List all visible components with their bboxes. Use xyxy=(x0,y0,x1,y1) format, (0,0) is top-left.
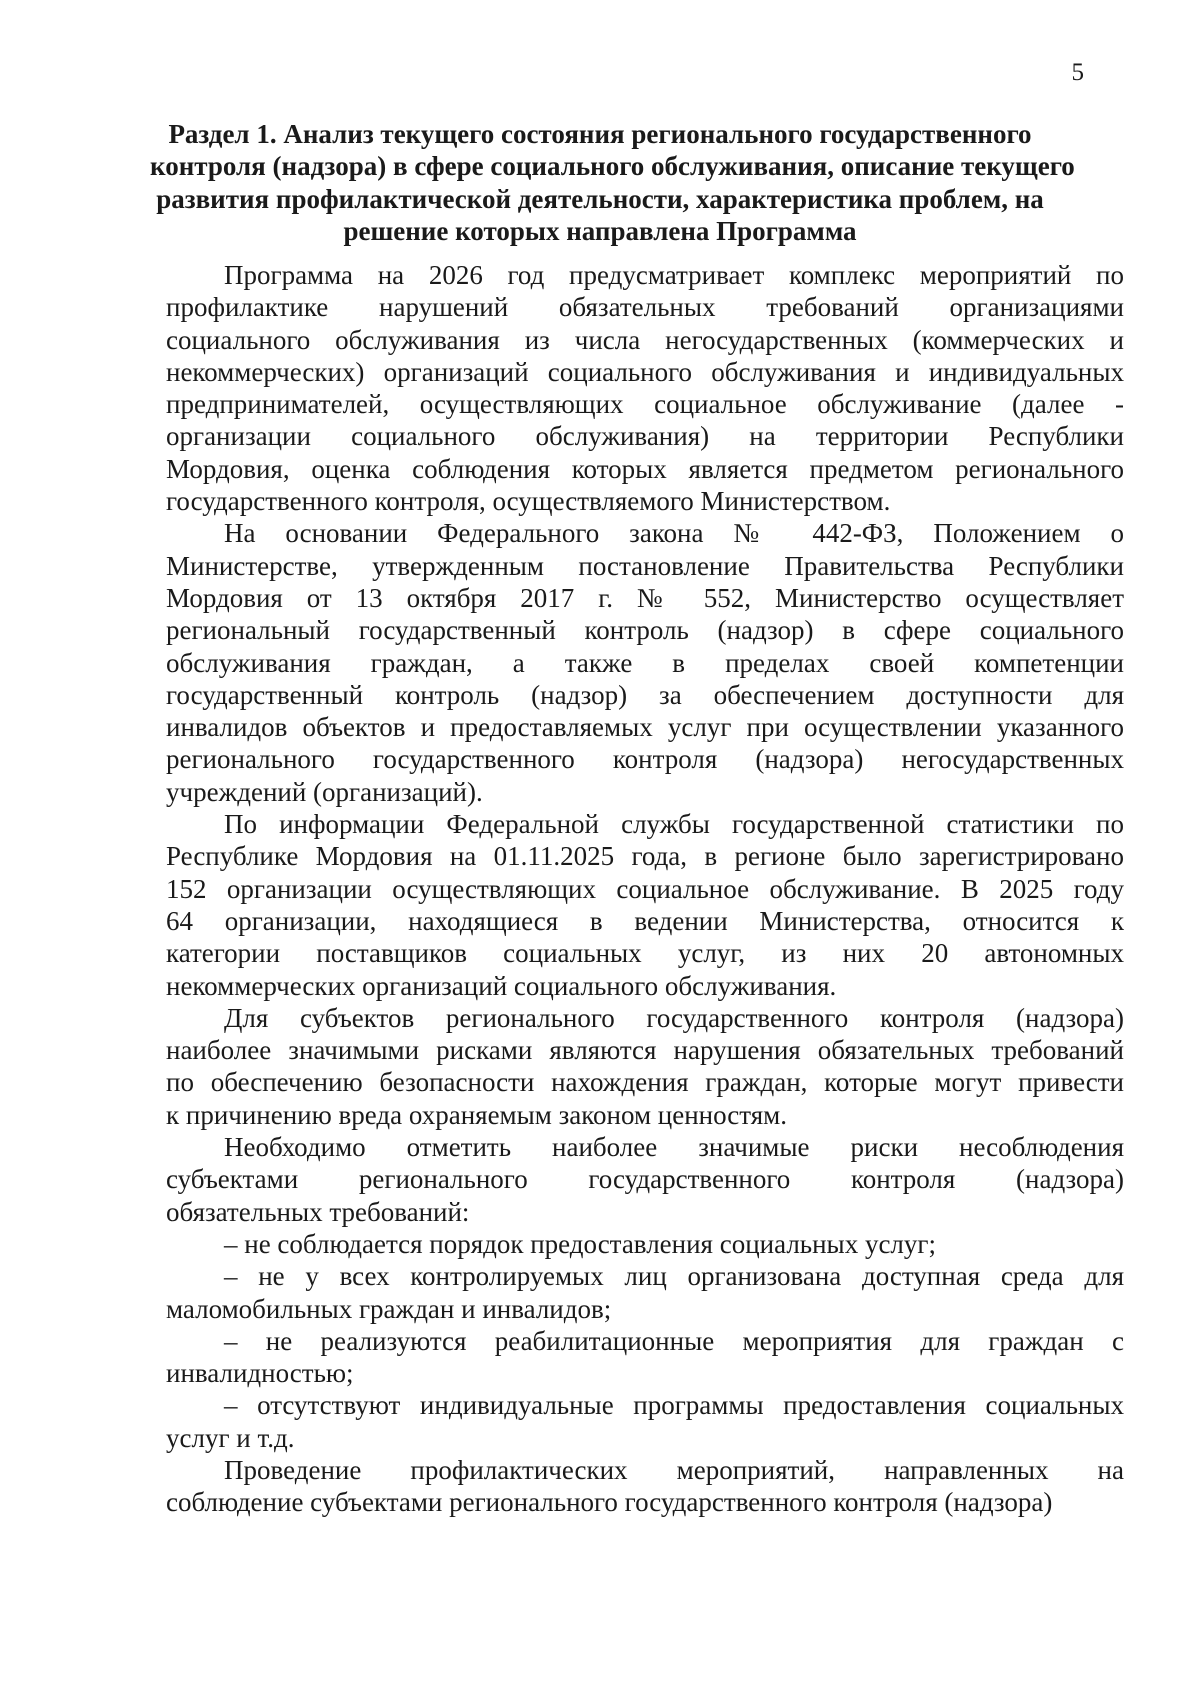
paragraph-line: Мордовия от 13 октября 2017 г. № 552, Министерство осуществляет xyxy=(166,582,1124,613)
paragraph-line: 64 организации, находящиеся в ведении Министерства, относится к xyxy=(166,905,1124,936)
paragraph-line: Республике Мордовия на 01.11.2025 года, в регионе было зарегистрировано xyxy=(166,841,1124,872)
paragraph-line: – не у всех контролируемых лиц организована доступная среда для xyxy=(224,1261,1124,1292)
paragraph-line: услуг и т.д. xyxy=(166,1422,295,1453)
paragraph-line: На основании Федерального закона № 442-ФЗ, Положением о xyxy=(224,518,1124,549)
paragraph-line: – не реализуются реабилитационные мероприятия для граждан с xyxy=(224,1325,1124,1356)
paragraph-line: социального обслуживания из числа негосударственных (коммерческих и xyxy=(166,324,1124,355)
paragraph xyxy=(166,1389,1124,1454)
paragraph-line: маломобильных граждан и инвалидов; xyxy=(166,1293,612,1324)
paragraph-line: субъектами регионального государственного контроля (надзора) xyxy=(166,1164,1124,1195)
paragraph-line: по обеспечению безопасности нахождения граждан, которые могут привести xyxy=(166,1067,1124,1098)
paragraph-line: предпринимателей, осуществляющих социальное обслуживание (далее - xyxy=(166,389,1124,420)
paragraph-line: организации социального обслуживания) на территории Республики xyxy=(166,421,1124,452)
paragraph-line: к причинению вреда охраняемым законом ценностям. xyxy=(166,1099,787,1130)
paragraph-line: соблюдение субъектами регионального государственного контроля (надзора) xyxy=(166,1487,1053,1518)
section-heading-line: Раздел 1. Анализ текущего состояния регионального государственного xyxy=(168,119,1032,149)
paragraph-line: некоммерческих организаций социального обслуживания. xyxy=(166,970,837,1001)
paragraph-line: Для субъектов регионального государственного контроля (надзора) xyxy=(224,1002,1124,1033)
paragraph-line: наиболее значимыми рисками являются нарушения обязательных требований xyxy=(166,1035,1124,1066)
paragraph xyxy=(166,1131,1124,1228)
paragraph-line: Необходимо отметить наиболее значимые риски несоблюдения xyxy=(224,1132,1124,1163)
paragraph-line: По информации Федеральной службы государственной статистики по xyxy=(224,809,1124,840)
section-heading-line: решение которых направлена Программа xyxy=(343,215,857,246)
paragraph-line: обслуживания граждан, а также в пределах своей компетенции xyxy=(166,647,1124,678)
paragraph-line: Министерстве, утвержденным постановление Правительства Республики xyxy=(166,550,1124,581)
page-number: 5 xyxy=(1071,59,1084,86)
paragraph xyxy=(166,259,1124,517)
paragraph xyxy=(166,517,1124,808)
paragraph-line: 152 организации осуществляющих социальное обслуживание. В 2025 году xyxy=(166,873,1124,904)
paragraph-line: государственного контроля, осуществляемого Министерством. xyxy=(166,486,891,517)
paragraph-line: Программа на 2026 год предусматривает комплекс мероприятий по xyxy=(224,260,1124,290)
paragraph-line: государственный контроль (надзор) за обеспечением доступности для xyxy=(166,679,1124,710)
paragraph xyxy=(166,1325,1124,1390)
paragraph-line: регионального государственного контроля (надзора) негосударственных xyxy=(166,744,1124,775)
paragraph-line: – отсутствуют индивидуальные программы предоставления социальных xyxy=(224,1390,1124,1421)
paragraph-line: учреждений (организаций). xyxy=(166,776,483,807)
paragraph xyxy=(166,1454,1124,1519)
paragraph xyxy=(166,1228,1124,1260)
section-heading xyxy=(150,118,1075,247)
paragraph-line: Проведение профилактических мероприятий, направленных на xyxy=(224,1454,1124,1485)
paragraph-line: Мордовия, оценка соблюдения которых является предметом регионального xyxy=(166,453,1124,484)
paragraph xyxy=(166,808,1124,1002)
paragraph xyxy=(166,1002,1124,1131)
paragraph-line: инвалидностью; xyxy=(166,1358,354,1389)
paragraph-line: категории поставщиков социальных услуг, из них 20 автономных xyxy=(166,938,1124,969)
paragraph-line: инвалидов объектов и предоставляемых услуг при осуществлении указанного xyxy=(166,712,1124,743)
paragraph-line: некоммерческих) организаций социального обслуживания и индивидуальных xyxy=(166,356,1124,387)
paragraph-line: – не соблюдается порядок предоставления социальных услуг; xyxy=(224,1228,936,1259)
paragraph-line: профилактике нарушений обязательных требований организациями xyxy=(166,292,1124,323)
section-heading-line: контроля (надзора) в сфере социального обслуживания, описание текущего xyxy=(150,151,1075,182)
document-body xyxy=(166,259,1124,1519)
section-heading-line: развития профилактической деятельности, характеристика проблем, на xyxy=(156,183,1044,214)
paragraph-line: обязательных требований: xyxy=(166,1196,470,1227)
paragraph-line: региональный государственный контроль (надзор) в сфере социального xyxy=(166,615,1124,646)
paragraph xyxy=(166,1260,1124,1325)
